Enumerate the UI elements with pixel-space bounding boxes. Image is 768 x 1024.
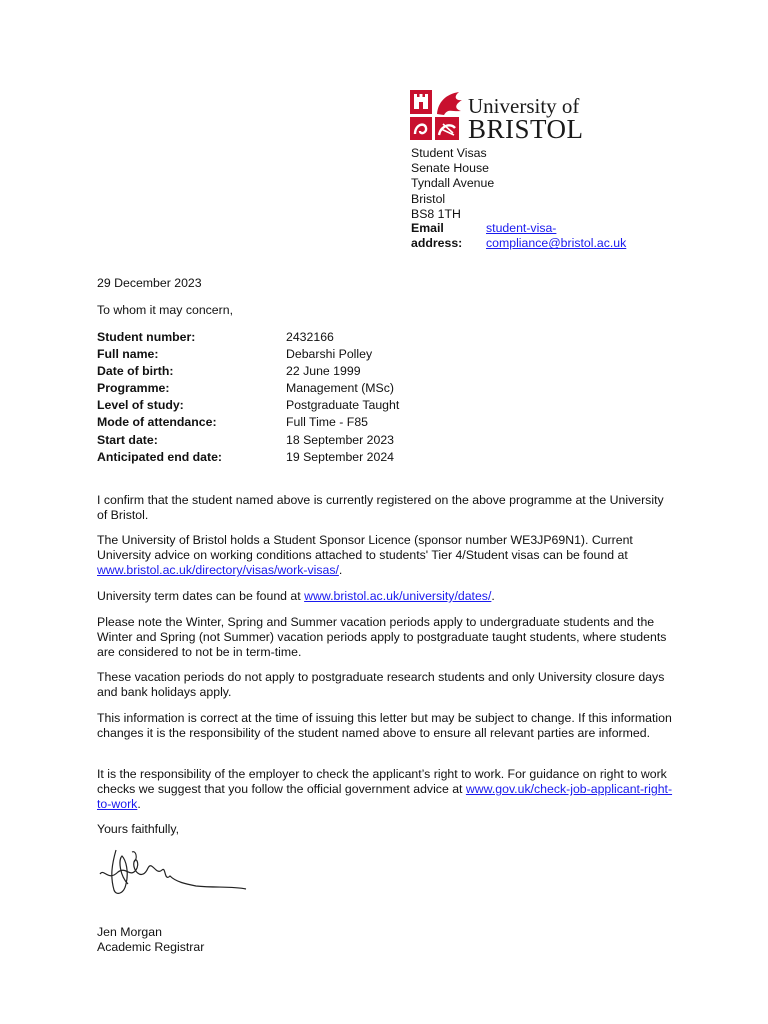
address-line: Bristol bbox=[411, 191, 446, 206]
detail-value: Debarshi Polley bbox=[286, 347, 373, 362]
paragraph-vacation-periods: Please note the Winter, Spring and Summer vacation periods apply to undergraduate students and the Winter and Spring (not Summer) vacation periods apply to postgraduate taught students, where students are considered to not be in term-time. bbox=[97, 615, 667, 660]
email-link-line2[interactable]: compliance@bristol.ac.uk bbox=[486, 236, 627, 251]
detail-label: Anticipated end date: bbox=[97, 449, 223, 464]
paragraph-text: The University of Bristol holds a Student Sponsor Licence (sponsor number WE3JP69N1). Current University advice on working conditions attached to students' Tier 4/Student visas can be found at bbox=[97, 533, 633, 563]
sender-address bbox=[411, 146, 494, 222]
table-row bbox=[97, 415, 399, 432]
email-label-line2: address: bbox=[411, 236, 463, 251]
paragraph-research-students: These vacation periods do not apply to postgraduate research students and only University closure days and bank holidays apply. bbox=[97, 670, 665, 700]
signer-title: Academic Registrar bbox=[97, 940, 205, 955]
paragraph-text: . bbox=[137, 797, 141, 812]
detail-label: Student number: bbox=[97, 330, 196, 344]
paragraph-text: University term dates can be found at bbox=[97, 589, 305, 603]
paragraph-text: . bbox=[491, 589, 495, 603]
email-link[interactable] bbox=[486, 221, 626, 251]
email-link-line1[interactable]: student-visa- bbox=[486, 221, 557, 235]
detail-value: Postgraduate Taught bbox=[286, 398, 400, 413]
term-dates-link[interactable]: www.bristol.ac.uk/university/dates/ bbox=[304, 589, 492, 603]
right-to-work-link[interactable]: www.gov.uk/check-job-applicant-right-to-work bbox=[97, 782, 673, 812]
detail-value: Management (MSc) bbox=[286, 381, 394, 396]
paragraph-term-dates bbox=[97, 589, 677, 604]
crest-icon bbox=[408, 88, 464, 142]
student-details-table bbox=[97, 330, 399, 467]
detail-label: Date of birth: bbox=[97, 364, 174, 379]
logo-text-line1: University of bbox=[468, 94, 580, 118]
letter-date: 29 December 2023 bbox=[97, 276, 202, 290]
table-row bbox=[97, 381, 399, 398]
table-row bbox=[97, 364, 399, 381]
logo-text-line2: BRISTOL bbox=[468, 114, 584, 144]
paragraph-text: It is the responsibility of the employer to check the applicant’s right to work. For guidance on right to work checks we suggest that you follow the official government advice at bbox=[97, 767, 667, 797]
table-row bbox=[97, 398, 399, 415]
address-line: Tyndall Avenue bbox=[411, 176, 495, 191]
table-row bbox=[97, 450, 399, 467]
paragraph-text: . bbox=[338, 563, 343, 578]
paragraph-subject-to-change: This information is correct at the time of issuing this letter but may be subject to change. If this information changes it is the responsibility of the student named above to ensure all relevant parties are informed. bbox=[97, 711, 672, 741]
detail-value: 19 September 2024 bbox=[286, 449, 395, 464]
table-row bbox=[97, 433, 399, 450]
university-logo bbox=[408, 88, 588, 144]
paragraph-sponsor-licence bbox=[97, 533, 677, 579]
paragraph-right-to-work bbox=[97, 767, 677, 813]
detail-value: 18 September 2023 bbox=[286, 432, 395, 447]
signer-block bbox=[97, 925, 204, 955]
detail-label: Full name: bbox=[97, 347, 159, 362]
detail-value: 2432166 bbox=[286, 330, 334, 344]
signature bbox=[96, 846, 251, 898]
detail-label: Start date: bbox=[97, 432, 158, 447]
detail-label: Mode of attendance: bbox=[97, 415, 217, 430]
address-line: Senate House bbox=[411, 161, 489, 176]
detail-label: Level of study: bbox=[97, 398, 184, 413]
work-visas-link[interactable]: www.bristol.ac.uk/directory/visas/work-visas/ bbox=[97, 563, 339, 578]
table-row bbox=[97, 330, 399, 347]
address-line: Student Visas bbox=[411, 146, 487, 160]
greeting: To whom it may concern, bbox=[97, 303, 233, 317]
detail-value: 22 June 1999 bbox=[286, 364, 361, 379]
address-line: BS8 1TH bbox=[411, 206, 461, 221]
email-label-line1: Email bbox=[411, 221, 444, 235]
signer-name: Jen Morgan bbox=[97, 925, 162, 939]
paragraph-registration: I confirm that the student named above is currently registered on the above programme at the University of Bristol. bbox=[97, 493, 664, 523]
detail-label: Programme: bbox=[97, 381, 170, 396]
closing: Yours faithfully, bbox=[97, 822, 180, 836]
email-label bbox=[411, 221, 462, 251]
detail-value: Full Time - F85 bbox=[286, 415, 368, 430]
table-row bbox=[97, 347, 399, 364]
